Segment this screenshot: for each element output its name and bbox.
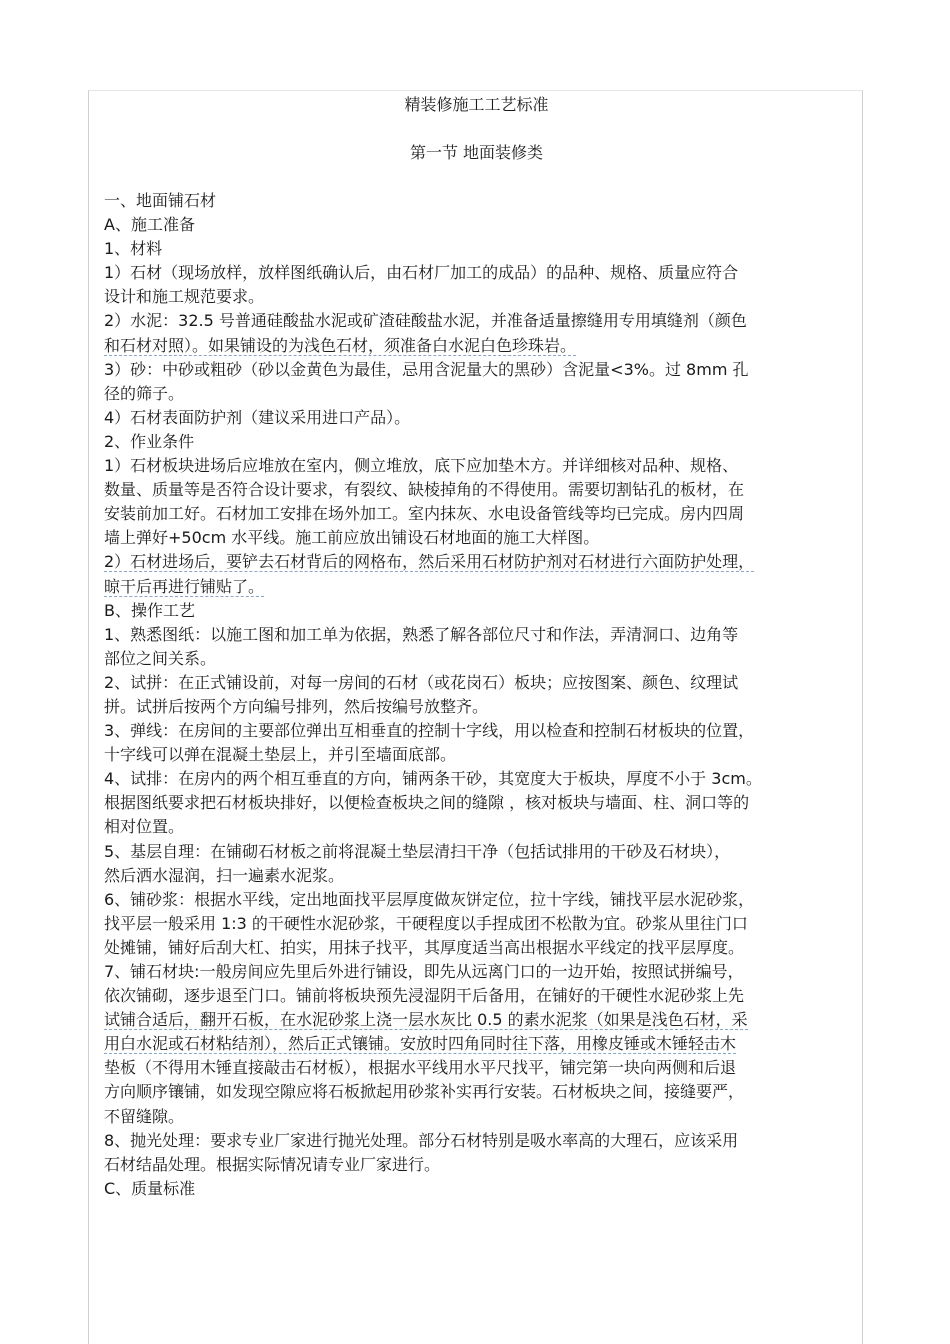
text-line-content: 和石材对照）。如果铺设的为浅色石材，须准备白水泥白色珍珠岩。 xyxy=(104,335,577,355)
text-line-content: 找平层一般采用 1:3 的干硬性水泥砂浆，干硬程度以手捏成团不松散为宜。砂浆从里往门口 xyxy=(104,913,748,933)
text-line-content: 5、基层自理：在铺砌石材板之前将混凝土垫层清扫干净（包括试排用的干砂及石材块）， xyxy=(104,841,731,861)
text-line-content: 拼。试拼后按两个方向编号排列，然后按编号放整齐。 xyxy=(104,696,489,716)
document-title: 精装修施工工艺标准 xyxy=(404,95,549,114)
text-line xyxy=(102,719,860,743)
text-line xyxy=(102,382,860,406)
text-line-content: 1、材料 xyxy=(104,239,163,259)
text-line xyxy=(102,695,860,719)
text-line xyxy=(102,599,860,623)
document-page xyxy=(88,90,863,1344)
text-line-content: 处摊铺，铺好后刮大杠、拍实，用抹子找平，其厚度适当高出根据水平线定的找平层厚度。 xyxy=(104,937,745,957)
text-line-content: 2、试拼：在正式铺设前，对每一房间的石材（或花岗石）板块；应按图案、颜色、纹理试 xyxy=(104,672,739,692)
text-line xyxy=(102,1032,860,1056)
text-line xyxy=(102,430,860,454)
text-line xyxy=(102,888,860,912)
text-line xyxy=(102,550,860,574)
text-line-content: C、质量标准 xyxy=(104,1178,196,1198)
text-line xyxy=(102,984,860,1008)
document-body xyxy=(102,189,860,1201)
text-line-content: 1）石材（现场放样，放样图纸确认后，由石材厂加工的成品）的品种、规格、质量应符合 xyxy=(104,263,739,283)
text-line xyxy=(102,334,860,358)
text-line xyxy=(102,791,860,815)
text-line xyxy=(102,261,860,285)
text-line-content: 3）砂：中砂或粗砂（砂以金黄色为最佳，忌用含泥量大的黑砂）含泥量<3%。过 8mm 孔 xyxy=(104,359,749,379)
text-line-content: 部位之间关系。 xyxy=(104,648,217,668)
text-line-content: 7、铺石材块:一般房间应先里后外进行铺设，即先从远离门口的一边开始，按照试拼编号， xyxy=(104,962,744,981)
text-line xyxy=(102,1129,860,1153)
text-line-content: 试铺合适后，翻开石板，在水泥砂浆上浇一层水灰比 0.5 的素水泥浆（如果是浅色石材，采 xyxy=(104,1010,748,1030)
text-line xyxy=(102,960,860,984)
text-line-content: 依次铺砌，逐步退至门口。铺前将板块预先浸湿阴干后备用，在铺好的干硬性水泥砂浆上先 xyxy=(104,986,745,1006)
text-line xyxy=(102,1080,860,1104)
text-line xyxy=(102,936,860,960)
text-line xyxy=(102,237,860,261)
text-line xyxy=(102,623,860,647)
text-line-content: 墙上弹好+50cm 水平线。施工前应放出铺设石材地面的施工大样图。 xyxy=(104,528,600,548)
text-line xyxy=(102,1008,860,1032)
text-line-content: B、操作工艺 xyxy=(104,600,195,620)
text-line-content: 1）石材板块进场后应堆放在室内，侧立堆放，底下应加垫木方。并详细核对品种、规格、 xyxy=(104,456,739,476)
text-line-content: 数量、质量等是否符合设计要求，有裂纹、缺棱掉角的不得使用。需要切割钻孔的板材，在 xyxy=(104,480,745,500)
text-line xyxy=(102,309,860,333)
text-line xyxy=(102,815,860,839)
text-line xyxy=(102,189,860,213)
text-line xyxy=(102,478,860,502)
text-line-content: 晾干后再进行铺贴了。 xyxy=(104,576,265,596)
text-line-content: 4）石材表面防护剂（建议采用进口产品）。 xyxy=(104,407,411,427)
text-line xyxy=(102,575,860,599)
text-line xyxy=(102,406,860,430)
text-line xyxy=(102,671,860,695)
text-line xyxy=(102,454,860,478)
text-line-content: 1、熟悉图纸：以施工图和加工单为依据，熟悉了解各部位尺寸和作法，弄清洞口、边角等 xyxy=(104,624,739,644)
text-line-content: 然后洒水湿润，扫一遍素水泥浆。 xyxy=(104,865,345,885)
text-line-content: 不留缝隙。 xyxy=(104,1106,185,1126)
text-line-content: 石材结晶处理。根据实际情况请专业厂家进行。 xyxy=(104,1154,441,1174)
text-line xyxy=(102,502,860,526)
text-line xyxy=(102,767,860,791)
text-line xyxy=(102,526,860,550)
text-line-content: 设计和施工规范要求。 xyxy=(104,287,265,307)
text-line xyxy=(102,1056,860,1080)
text-line-content: 4、试排：在房内的两个相互垂直的方向，铺两条干砂，其宽度大于板块，厚度不小于 3cm。 xyxy=(104,769,762,789)
text-line xyxy=(102,1153,860,1177)
text-line-content: 相对位置。 xyxy=(104,817,185,837)
text-line-content: 十字线可以弹在混凝土垫层上，并引至墙面底部。 xyxy=(104,745,457,765)
text-line xyxy=(102,840,860,864)
text-line xyxy=(102,285,860,309)
text-line-content: 一、地面铺石材 xyxy=(104,191,217,210)
text-line-content: 根据图纸要求把石材板块排好，以便检查板块之间的缝隙 ，核对板块与墙面、柱、洞口等的 xyxy=(104,793,750,813)
text-line-content: 安装前加工好。石材加工安排在场外加工。室内抹灰、水电设备管线等均已完成。房内四周 xyxy=(104,504,745,524)
section-title: 第一节 地面装修类 xyxy=(409,143,544,162)
text-line xyxy=(102,864,860,888)
text-line-content: 2）石材进场后，要铲去石材背后的网格布，然后采用石材防护剂对石材进行六面防护处理， xyxy=(104,552,755,572)
text-line-content: 8、抛光处理：要求专业厂家进行抛光处理。部分石材特别是吸水率高的大理石，应该采用 xyxy=(104,1130,739,1150)
text-line-content: 垫板（不得用木锤直接敲击石材板），根据水平线用水平尺找平，铺完第一块向两侧和后退 xyxy=(104,1058,737,1078)
text-line xyxy=(102,647,860,671)
text-line-content: 用白水泥或石材粘结剂），然后正式镶铺。安放时四角同时往下落，用橡皮锤或木锤轻击木 xyxy=(104,1034,737,1054)
text-line-content: 径的筛子。 xyxy=(104,383,185,403)
text-line xyxy=(102,213,860,237)
text-line-content: 2、作业条件 xyxy=(104,431,195,451)
text-line-content: 方向顺序镶铺，如发现空隙应将石板掀起用砂浆补实再行安装。石材板块之间，接缝要严， xyxy=(104,1082,745,1102)
text-line xyxy=(102,1177,860,1201)
text-line xyxy=(102,358,860,382)
text-line xyxy=(102,1105,860,1129)
text-line-content: 2）水泥：32.5 号普通硅酸盐水泥或矿渣硅酸盐水泥，并准备适量擦缝用专用填缝剂（颜色 xyxy=(104,311,747,331)
text-line-content: A、施工准备 xyxy=(104,215,195,235)
text-line xyxy=(102,743,860,767)
text-line-content: 3、弹线：在房间的主要部位弹出互相垂直的控制十字线，用以检查和控制石材板块的位置， xyxy=(104,721,755,741)
text-line-content: 6、铺砂浆：根据水平线，定出地面找平层厚度做灰饼定位，拉十字线，铺找平层水泥砂浆， xyxy=(104,889,755,909)
text-line xyxy=(102,912,860,936)
